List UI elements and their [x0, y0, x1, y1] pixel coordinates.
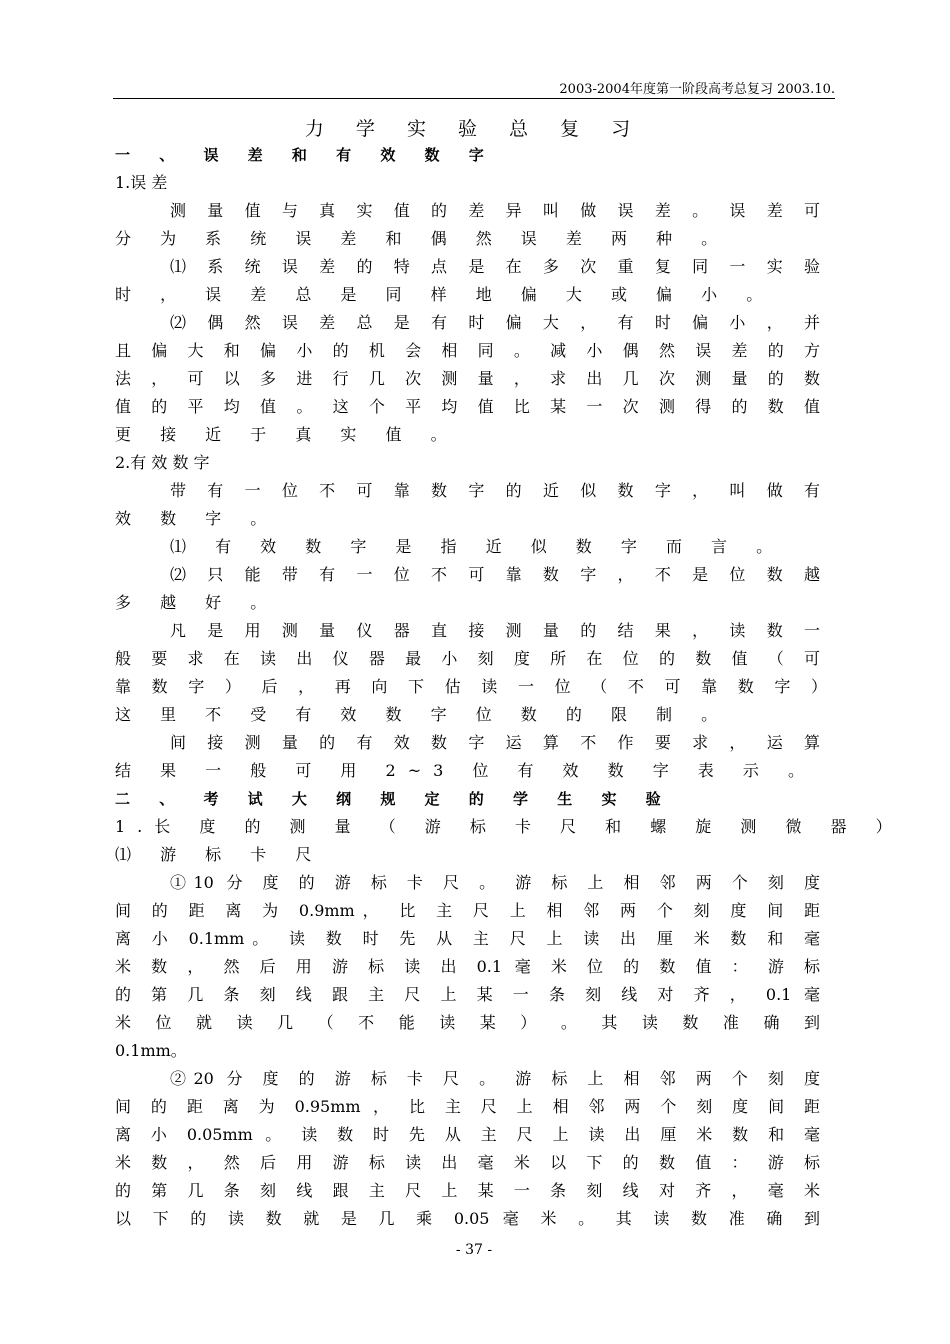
paragraph-line: ⑴ 有 效 数 字 是 指 近 似 数 字 而 言 。: [170, 537, 785, 556]
paragraph-line: 米 数 ， 然 后 用 游 标 读 出 毫 米 以 下 的 数 值 ： 游 标: [115, 1153, 820, 1172]
paragraph-line: ①10 分 度 的 游 标 卡 尺 。 游 标 上 相 邻 两 个 刻 度: [170, 873, 820, 892]
paragraph-line: 测 量 值 与 真 实 值 的 差 异 叫 做 误 差 。 误 差 可: [170, 201, 820, 220]
paragraph-line: 多 越 好 。: [115, 593, 279, 612]
paragraph-line: ⑵ 只 能 带 有 一 位 不 可 靠 数 字 ， 不 是 位 数 越: [170, 565, 820, 584]
header-rule: [113, 98, 835, 99]
paragraph-line: 间 的 距 离 为 0.95mm ， 比 主 尺 上 相 邻 两 个 刻 度 间 距: [115, 1097, 820, 1116]
paragraph-line: 且 偏 大 和 偏 小 的 机 会 相 同 。 减 小 偶 然 误 差 的 方: [115, 341, 820, 360]
paragraph-line: 的 第 几 条 刻 线 跟 主 尺 上 某 一 条 刻 线 对 齐 ， 毫 米: [115, 1181, 820, 1200]
paragraph-line: 带 有 一 位 不 可 靠 数 字 的 近 似 数 字 ， 叫 做 有: [170, 481, 820, 500]
paragraph-line: 间 接 测 量 的 有 效 数 字 运 算 不 作 要 求 ， 运 算: [170, 733, 820, 752]
paragraph-line: 的 第 几 条 刻 线 跟 主 尺 上 某 一 条 刻 线 对 齐 ， 0.1 毫: [115, 985, 820, 1004]
paragraph-line: 凡 是 用 测 量 仪 器 直 接 测 量 的 结 果 ， 读 数 一: [170, 621, 820, 640]
paragraph-line: 离 小 0.05mm 。 读 数 时 先 从 主 尺 上 读 出 厘 米 数 和 毫: [115, 1125, 820, 1144]
paragraph-line: 分 为 系 统 误 差 和 偶 然 误 差 两 种 。: [115, 229, 730, 248]
paragraph-line: ⑴ 系 统 误 差 的 特 点 是 在 多 次 重 复 同 一 实 验: [170, 257, 820, 276]
paragraph-line: 靠 数 字 ） 后 ， 再 向 下 估 读 一 位 （ 不 可 靠 数 字 ）: [115, 677, 827, 696]
document-title: 力 学 实 验 总 复 习: [304, 118, 644, 140]
paragraph-line: 时 ， 误 差 总 是 同 样 地 偏 大 或 偏 小 。: [115, 285, 775, 304]
paragraph-line: 米 位 就 读 几 （ 不 能 读 某 ） 。 其 读 数 准 确 到: [115, 1013, 820, 1032]
paragraph-line: 以 下 的 读 数 就 是 几 乘 0.05 毫 米 。 其 读 数 准 确 到: [115, 1209, 820, 1228]
paragraph-line: 0.1mm。: [115, 1041, 187, 1060]
paragraph-line: 这 里 不 受 有 效 数 字 位 数 的 限 制 。: [115, 705, 730, 724]
subheading-significant-figures: 2.有 效 数 字: [115, 453, 210, 472]
paragraph-line: ⑵ 偶 然 误 差 总 是 有 时 偏 大 ， 有 时 偏 小 ， 并: [170, 313, 820, 332]
page-number: - 37 -: [455, 1242, 493, 1258]
paragraph-line: 法 ， 可 以 多 进 行 几 次 测 量 ， 求 出 几 次 测 量 的 数: [115, 369, 820, 388]
paragraph-line: 值 的 平 均 值 。 这 个 平 均 值 比 某 一 次 测 得 的 数 值: [115, 397, 820, 416]
section-heading-2: 二 、 考 试 大 纲 规 定 的 学 生 实 验: [115, 790, 673, 808]
paragraph-line: 更 接 近 于 真 实 值 。: [115, 425, 459, 444]
subheading-length-measurement: 1.长 度 的 测 量 （ 游 标 卡 尺 和 螺 旋 测 微 器 ）: [115, 817, 904, 836]
paragraph-line: 离 小 0.1mm。 读 数 时 先 从 主 尺 上 读 出 厘 米 数 和 毫: [115, 929, 820, 948]
paragraph-line: ②20 分 度 的 游 标 卡 尺 。 游 标 上 相 邻 两 个 刻 度: [170, 1069, 820, 1088]
paragraph-line: 结 果 一 般 可 用 2~3 位 有 效 数 字 表 示 。: [115, 761, 816, 780]
paragraph-line: 间 的 距 离 为 0.9mm， 比 主 尺 上 相 邻 两 个 刻 度 间 距: [115, 901, 820, 920]
paragraph-line: 效 数 字 。: [115, 509, 279, 528]
page-header: 2003-2004年度第一阶段高考总复习 2003.10.: [559, 82, 835, 97]
subheading-error: 1.误 差: [115, 173, 168, 192]
paragraph-line: 米 数 ， 然 后 用 游 标 读 出 0.1 毫 米 位 的 数 值 ： 游 标: [115, 957, 820, 976]
paragraph-line: 般 要 求 在 读 出 仪 器 最 小 刻 度 所 在 位 的 数 值 （ 可: [115, 649, 820, 668]
section-heading-1: 一 、 误 差 和 有 效 数 字: [115, 146, 496, 164]
subheading-vernier-caliper: ⑴ 游 标 卡 尺: [115, 845, 324, 864]
